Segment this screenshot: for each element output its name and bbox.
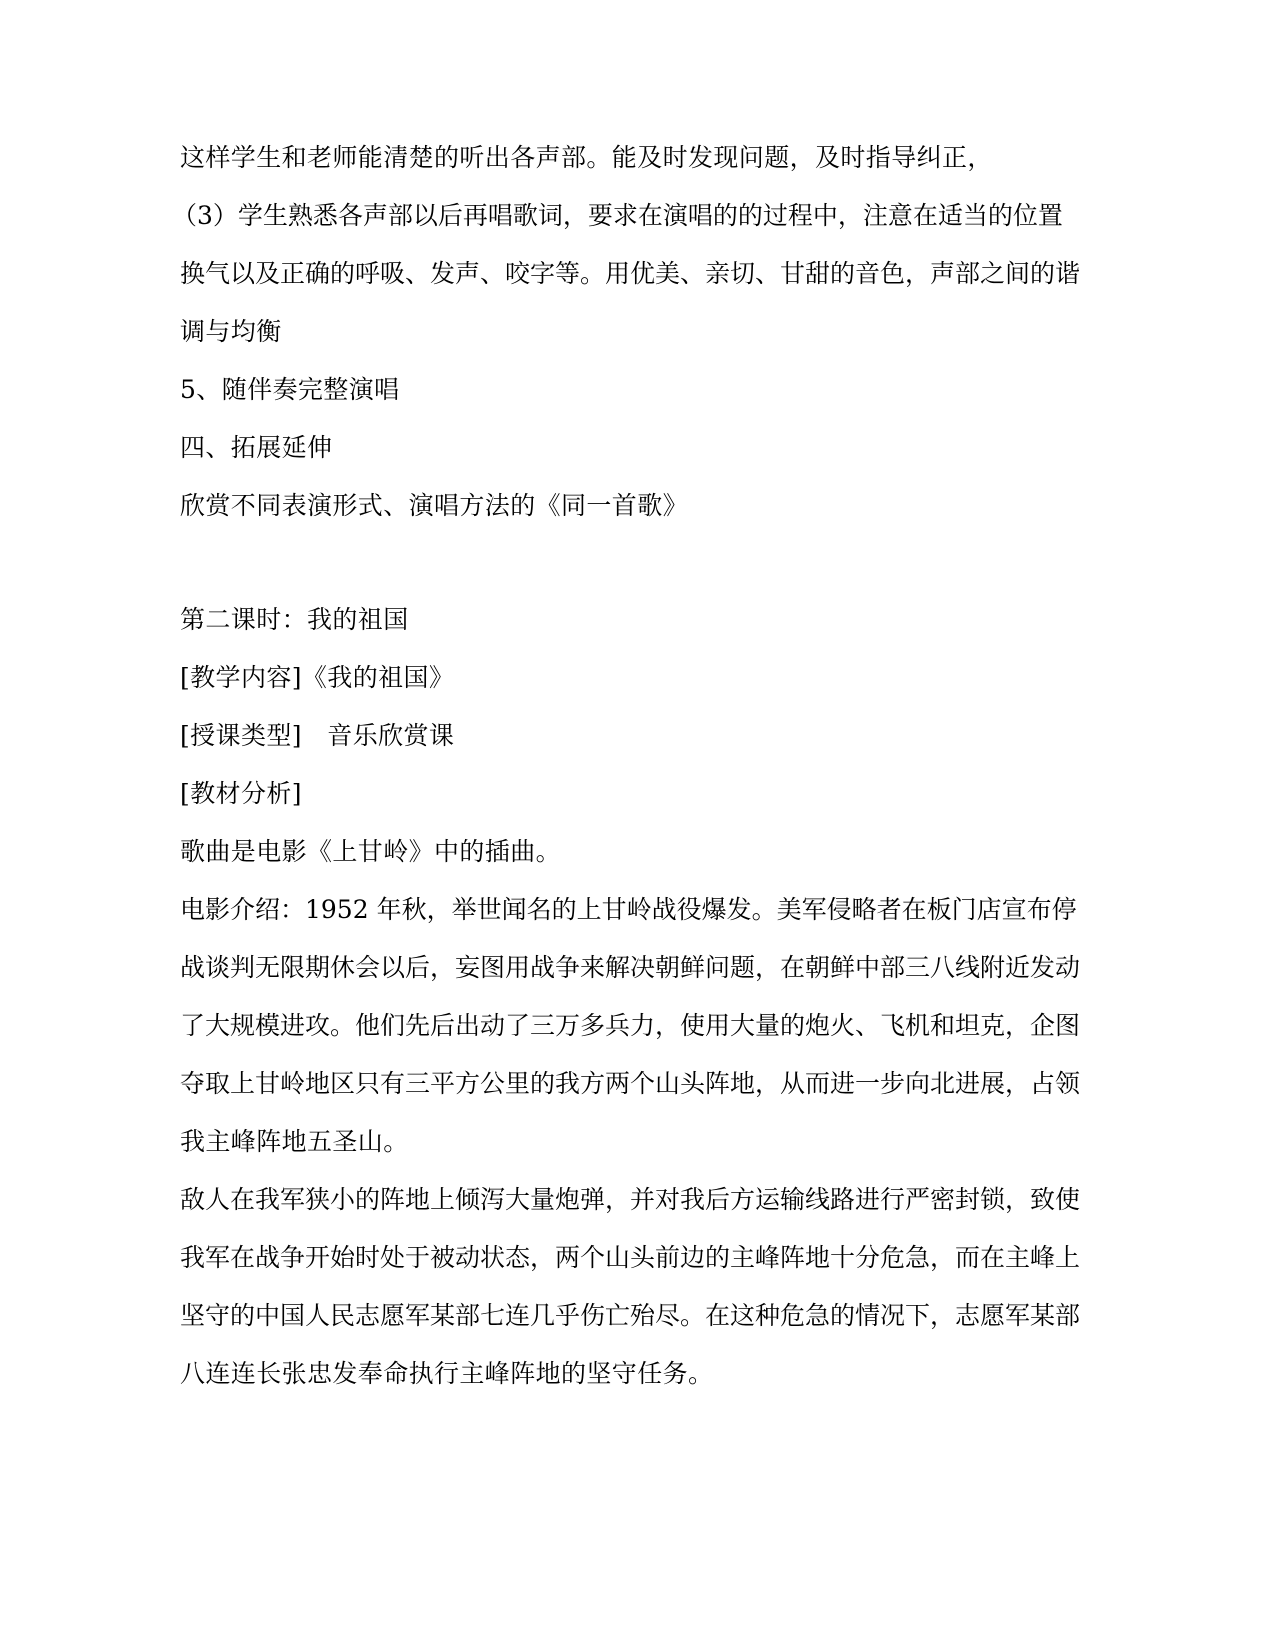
lesson-type-label: [授课类型] 音乐欣赏课 xyxy=(180,721,455,750)
paragraph-line: 这样学生和老师能清楚的听出各声部。能及时发现问题，及时指导纠正， xyxy=(180,143,993,172)
paragraph-line: 夺取上甘岭地区只有三平方公里的我方两个山头阵地，从而进一步向北进展，占领 xyxy=(180,1069,1081,1098)
paragraph-line: 八连连长张忠发奉命执行主峰阵地的坚守任务。 xyxy=(180,1359,714,1388)
paragraph-line: 欣赏不同表演形式、演唱方法的《同一首歌》 xyxy=(180,491,689,520)
lesson-title: 第二课时：我的祖国 xyxy=(180,605,409,634)
list-item: 5、随伴奏完整演唱 xyxy=(180,375,400,404)
paragraph-line: 歌曲是电影《上甘岭》中的插曲。 xyxy=(180,837,562,866)
paragraph-line: 战谈判无限期休会以后，妄图用战争来解决朝鲜问题，在朝鲜中部三八线附近发动 xyxy=(180,953,1081,982)
paragraph-line: 了大规模进攻。他们先后出动了三万多兵力，使用大量的炮火、飞机和坦克，企图 xyxy=(180,1011,1081,1040)
material-analysis-label: [教材分析] xyxy=(180,779,302,808)
teaching-content-label: [教学内容]《我的祖国》 xyxy=(180,663,455,692)
paragraph-line: 坚守的中国人民志愿军某部七连几乎伤亡殆尽。在这种危急的情况下，志愿军某部 xyxy=(180,1301,1081,1330)
paragraph-line: 敌人在我军狭小的阵地上倾泻大量炮弹，并对我后方运输线路进行严密封锁，致使 xyxy=(180,1185,1081,1214)
paragraph-line: 调与均衡 xyxy=(180,317,282,346)
section-heading: 四、拓展延伸 xyxy=(180,433,333,462)
paragraph-line: 我主峰阵地五圣山。 xyxy=(180,1127,409,1156)
paragraph-line: 电影介绍：1952 年秋，举世闻名的上甘岭战役爆发。美军侵略者在板门店宣布停 xyxy=(180,895,1077,924)
paragraph-line: （3）学生熟悉各声部以后再唱歌词，要求在演唱的的过程中，注意在适当的位置 xyxy=(172,201,1063,230)
paragraph-line: 换气以及正确的呼吸、发声、咬字等。用优美、亲切、甘甜的音色，声部之间的谐 xyxy=(180,259,1081,288)
paragraph-line: 我军在战争开始时处于被动状态，两个山头前边的主峰阵地十分危急，而在主峰上 xyxy=(180,1243,1081,1272)
